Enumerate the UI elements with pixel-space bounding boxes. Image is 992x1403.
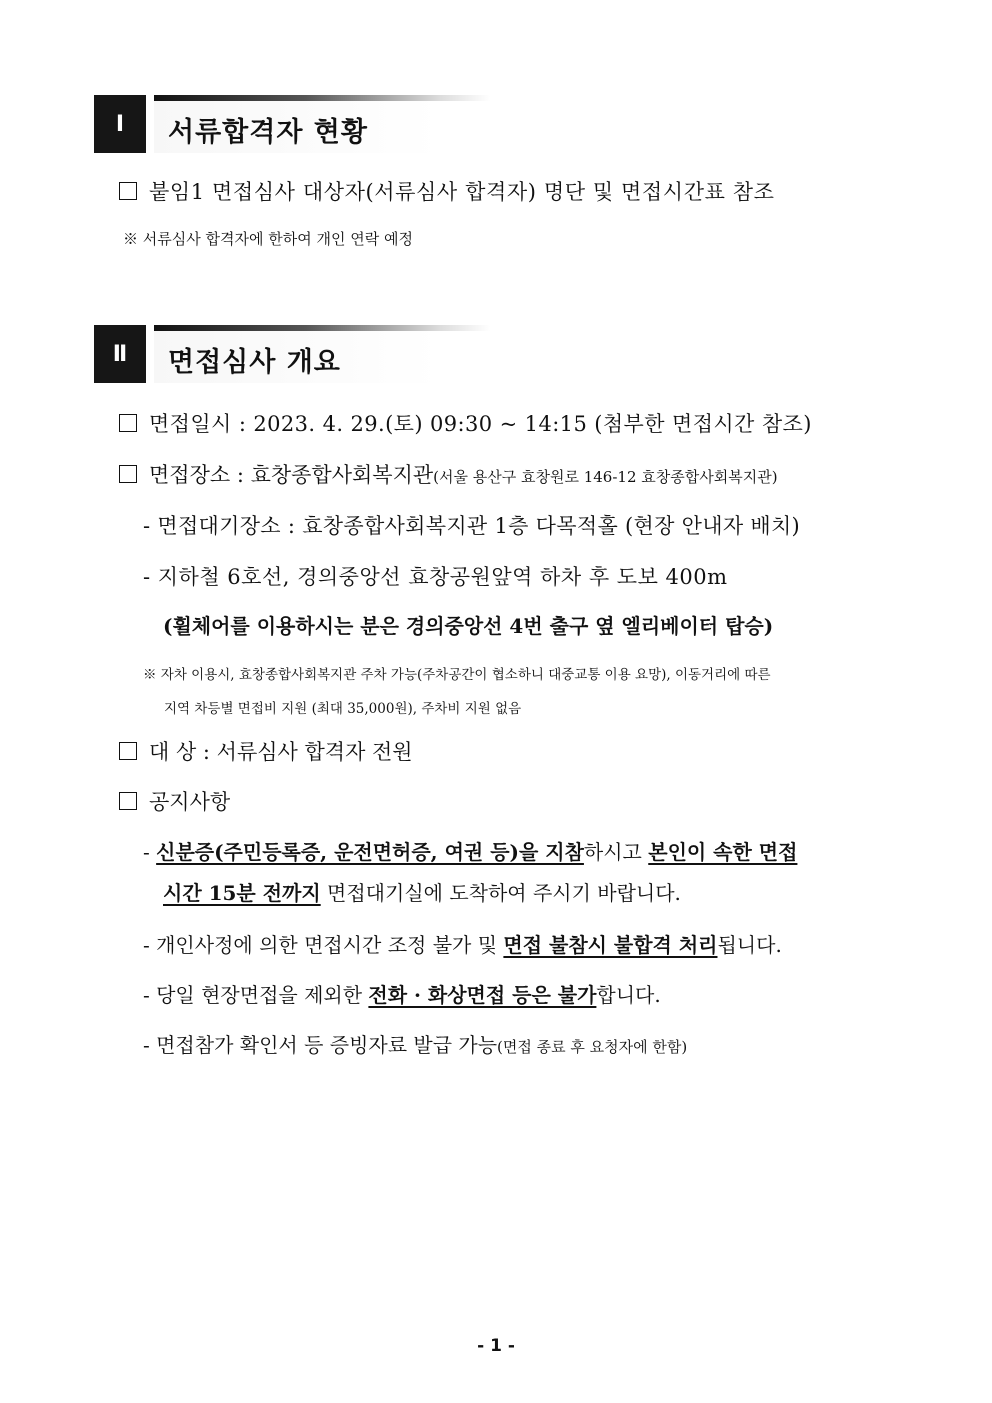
page-number: - 1 -	[477, 1336, 515, 1356]
section-1-number: I	[94, 95, 146, 153]
parking-note-line-1: ※ 자차 이용시, 효창종합사회복지관 주차 가능(주차공간이 협소하니 대중교통 이용 요망), 이동거리에 따른	[143, 667, 771, 683]
target: 대 상 : 서류심사 합격자 전원	[119, 736, 413, 766]
checkbox-square-icon	[119, 182, 137, 200]
notice-item-4: - 면접참가 확인서 등 증빙자료 발급 가능(면접 종료 후 요청자에 한함)	[143, 1033, 688, 1057]
checkbox-square-icon	[119, 465, 137, 483]
section-1-note: ※ 서류심사 합격자에 한하여 개인 연락 예정	[123, 230, 413, 248]
section-1-header	[94, 95, 494, 153]
section-1-title-bar	[154, 95, 490, 153]
interview-datetime: 면접일시 : 2023. 4. 29.(토) 09:30 ~ 14:15 (첨부한 면접시간 참조)	[119, 408, 812, 438]
parking-note-line-2: 지역 차등별 면접비 지원 (최대 35,000원), 주차비 지원 없음	[164, 701, 522, 717]
notice-title: 공지사항	[119, 786, 230, 816]
wheelchair-note: (휠체어를 이용하시는 분은 경의중앙선 4번 출구 옆 엘리베이터 탑승)	[163, 614, 774, 638]
checkbox-square-icon	[119, 742, 137, 760]
section-2-title: 면접심사 개요	[168, 347, 341, 378]
section-2-number: Ⅱ	[94, 325, 146, 383]
section-2-title-bar	[154, 325, 490, 383]
notice-item-1-line-2: 시간 15분 전까지 면접대기실에 도착하여 주시기 바랍니다.	[163, 881, 681, 905]
notice-item-1-line-1: - 신분증(주민등록증, 운전면허증, 여권 등)을 지참하시고 본인이 속한 면접	[143, 840, 798, 864]
interview-place: 면접장소 : 효창종합사회복지관(서울 용산구 효창원로 146-12 효창종합사회복지관)	[119, 459, 778, 489]
notice-item-2: - 개인사정에 의한 면접시간 조정 불가 및 면접 불참시 불합격 처리됩니다.	[143, 933, 782, 957]
waiting-place: - 면접대기장소 : 효창종합사회복지관 1층 다목적홀 (현장 안내자 배치)	[143, 514, 801, 538]
subway-directions: - 지하철 6호선, 경의중앙선 효창공원앞역 하차 후 도보 400m	[143, 565, 728, 589]
section-1-item-1: 붙임1 면접심사 대상자(서류심사 합격자) 명단 및 면접시간표 참조	[119, 176, 775, 206]
section-1-title: 서류합격자 현황	[168, 117, 368, 148]
checkbox-square-icon	[119, 414, 137, 432]
checkbox-square-icon	[119, 792, 137, 810]
section-2-header	[94, 325, 494, 383]
notice-item-3: - 당일 현장면접을 제외한 전화 · 화상면접 등은 불가합니다.	[143, 983, 661, 1007]
